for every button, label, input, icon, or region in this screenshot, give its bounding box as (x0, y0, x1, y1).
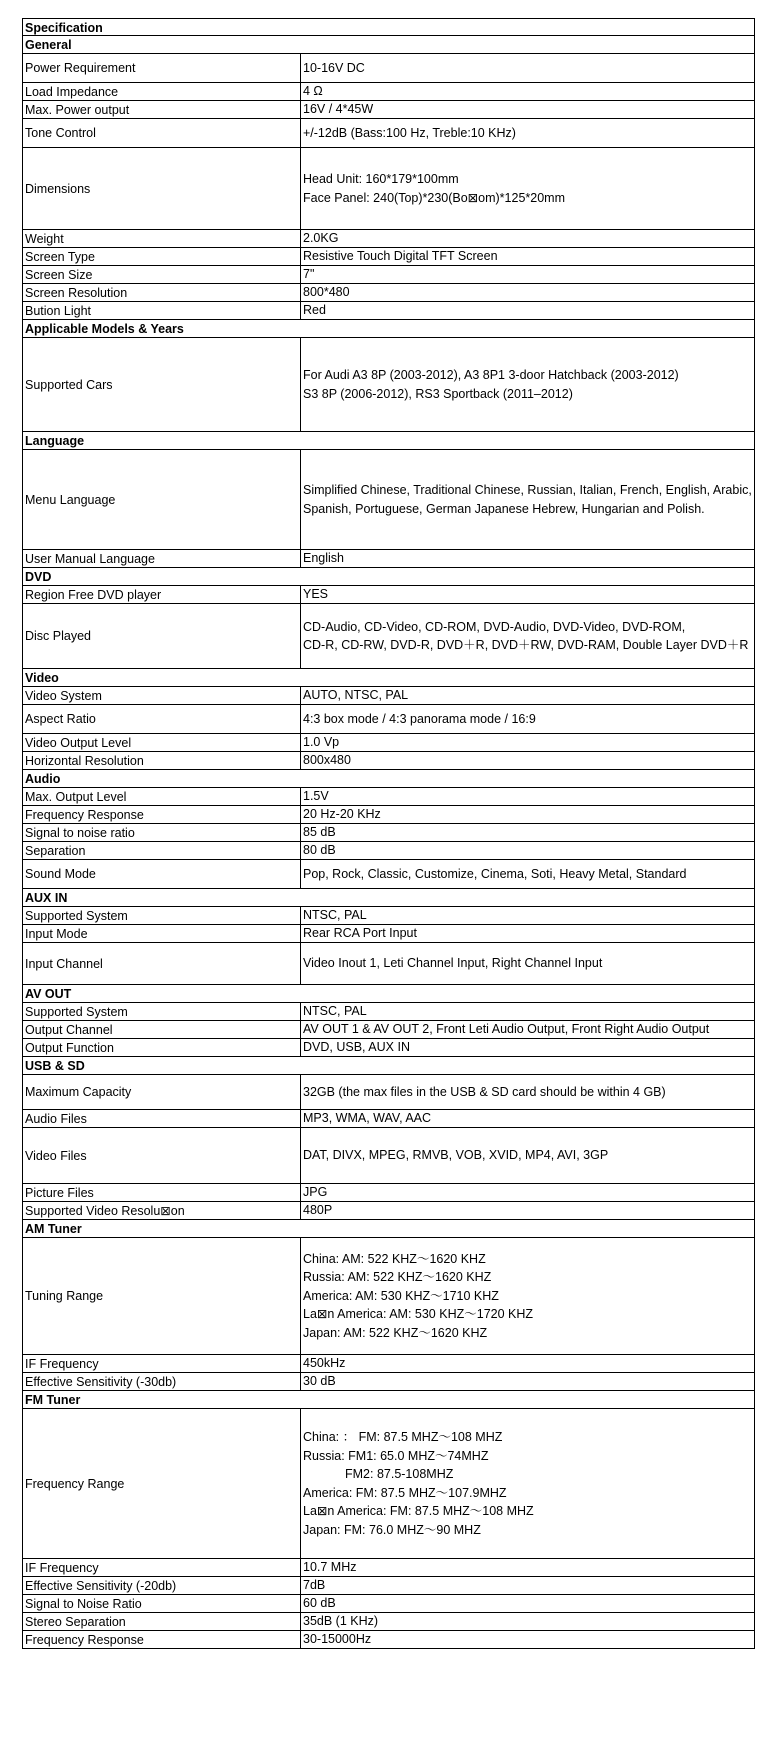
spec-value (301, 83, 754, 100)
spec-row (22, 248, 755, 266)
spec-value (301, 1373, 754, 1390)
spec-label: Effective Sensitivity (-20db) (23, 1577, 301, 1594)
spec-value-line: Russia: FM1: 65.0 MHZ～74MHZ (303, 1448, 489, 1463)
spec-value-line: Head Unit: 160*179*100mm (303, 172, 459, 186)
section-header-row (22, 320, 755, 338)
spec-row (22, 752, 755, 770)
spec-value-line: La⊠n America: AM: 530 KHZ～1720 KHZ (303, 1307, 534, 1322)
spec-label: Tone Control (23, 119, 301, 147)
spec-value-line: Resistive Touch Digital TFT Screen (303, 249, 498, 264)
spec-value-line: Japan: AM: 522 KHZ～1620 KHZ (303, 1325, 488, 1340)
spec-value-line: America: FM: 87.5 MHZ～107.9MHZ (303, 1485, 507, 1500)
spec-row (22, 1184, 755, 1202)
spec-value (301, 1238, 754, 1354)
spec-value (301, 734, 754, 751)
spec-value (301, 54, 754, 82)
spec-value-line: Japan: FM: 76.0 MHZ～90 MHZ (303, 1522, 481, 1537)
spec-value (301, 1595, 754, 1612)
spec-label: Supported Video Resolu⊠on (23, 1202, 301, 1219)
spec-value-line: DAT, DIVX, MPEG, RMVB, VOB, XVID, MP4, AVI, 3GP (303, 1148, 609, 1163)
spec-label: Disc Played (23, 604, 301, 668)
spec-label: Separation (23, 842, 301, 859)
spec-value-line: 2.0KG (303, 231, 339, 246)
spec-value (301, 1577, 754, 1594)
spec-value-line: China: ： FM: 87.5 MHZ～108 MHZ (303, 1430, 503, 1444)
spec-value (301, 586, 754, 603)
spec-row (22, 284, 755, 302)
spec-row (22, 1613, 755, 1631)
spec-value-line: 1.5V (303, 789, 329, 804)
spec-value-line: Red (303, 303, 326, 318)
spec-value (301, 338, 754, 431)
spec-value (301, 1021, 754, 1038)
spec-label: Audio Files (23, 1110, 301, 1127)
spec-row (22, 101, 755, 119)
spec-value-line: 480P (303, 1203, 333, 1218)
spec-value (301, 925, 754, 942)
spec-value-line: Russia: AM: 522 KHZ～1620 KHZ (303, 1270, 492, 1285)
spec-row (22, 705, 755, 734)
spec-value-line: 4:3 box mode / 4:3 panorama mode / 16:9 (303, 711, 536, 726)
spec-row (22, 860, 755, 889)
spec-value (301, 266, 754, 283)
spec-value-line: China: AM: 522 KHZ～1620 KHZ (303, 1251, 486, 1266)
spec-label: Input Mode (23, 925, 301, 942)
spec-value (301, 806, 754, 823)
spec-label: Output Function (23, 1039, 301, 1056)
section-title: Audio (25, 772, 61, 786)
spec-label: Video Output Level (23, 734, 301, 751)
spec-value-line: 4 Ω (303, 84, 323, 99)
spec-value-line: 85 dB (303, 825, 336, 840)
spec-label: Weight (23, 230, 301, 247)
spec-value-line: 7dB (303, 1578, 326, 1593)
spec-value-line: CD-R, CD-RW, DVD-R, DVD＋R, DVD＋RW, DVD-RAM, Double Layer DVD＋R (303, 638, 749, 652)
spec-value-line: AUTO, NTSC, PAL (303, 688, 409, 703)
spec-value-line: CD-Audio, CD-Video, CD-ROM, DVD-Audio, DVD-Video, DVD-ROM, (303, 619, 686, 634)
spec-row (22, 119, 755, 148)
spec-value-line: S3 8P (2006-2012), RS3 Sportback (2011–2012) (303, 386, 573, 401)
spec-value-line: NTSC, PAL (303, 1004, 367, 1019)
spec-label: Horizontal Resolution (23, 752, 301, 769)
spec-label: Picture Files (23, 1184, 301, 1201)
spec-row (22, 1409, 755, 1559)
section-title: AUX IN (25, 891, 68, 905)
section-title: DVD (25, 570, 52, 584)
spec-value-line: Video Inout 1, Leti Channel Input, Right Channel Input (303, 956, 603, 971)
spec-row (22, 450, 755, 550)
spec-value-line: JPG (303, 1185, 328, 1200)
section-header-row (22, 18, 755, 36)
section-title: Language (25, 434, 85, 448)
spec-row (22, 54, 755, 83)
spec-value-line: 450kHz (303, 1356, 346, 1371)
spec-row (22, 148, 755, 230)
spec-value (301, 230, 754, 247)
section-header-row (22, 1057, 755, 1075)
section-header-row (22, 36, 755, 54)
spec-value (301, 1631, 754, 1648)
spec-value-line: YES (303, 587, 329, 602)
spec-value-line: 80 dB (303, 843, 336, 858)
spec-label: Max. Output Level (23, 788, 301, 805)
spec-row (22, 907, 755, 925)
spec-value-line: 7" (303, 267, 315, 282)
spec-label: Video System (23, 687, 301, 704)
spec-label: Frequency Response (23, 806, 301, 823)
spec-value-line: 35dB (1 KHz) (303, 1614, 379, 1629)
spec-value-line: La⊠n America: FM: 87.5 MHZ～108 MHZ (303, 1504, 534, 1518)
spec-label: Screen Type (23, 248, 301, 265)
spec-value (301, 550, 754, 567)
spec-value (301, 943, 754, 984)
section-header-row (22, 669, 755, 687)
spec-value-line: English (303, 551, 344, 566)
spec-row (22, 1075, 755, 1110)
spec-value (301, 860, 754, 888)
section-title: FM Tuner (25, 1393, 81, 1407)
section-title: General (25, 38, 72, 52)
spec-value-line: Face Panel: 240(Top)*230(Bo⊠om)*125*20mm (303, 190, 565, 205)
spec-label: Video Files (23, 1128, 301, 1183)
spec-value-line: AV OUT 1 & AV OUT 2, Front Leti Audio Output, Front Right Audio Output (303, 1022, 710, 1037)
spec-value-line: 1.0 Vp (303, 735, 340, 750)
spec-row (22, 550, 755, 568)
spec-value (301, 842, 754, 859)
spec-row (22, 842, 755, 860)
spec-row (22, 338, 755, 432)
spec-value (301, 788, 754, 805)
spec-value (301, 1110, 754, 1127)
spec-row (22, 806, 755, 824)
spec-label: Screen Size (23, 266, 301, 283)
spec-row (22, 586, 755, 604)
spec-row (22, 604, 755, 669)
section-title: AV OUT (25, 987, 72, 1001)
spec-value (301, 1128, 754, 1183)
spec-row (22, 1595, 755, 1613)
spec-row (22, 1577, 755, 1595)
spec-row (22, 734, 755, 752)
spec-value (301, 824, 754, 841)
spec-value (301, 284, 754, 301)
section-title: USB & SD (25, 1059, 85, 1073)
section-header-row (22, 889, 755, 907)
spec-value-line: Spanish, Portuguese, German Japanese Hebrew, Hungarian and Polish. (303, 501, 705, 516)
spec-value-line: Simplified Chinese, Traditional Chinese, Russian, Italian, French, English, Arabic, (303, 483, 752, 497)
spec-value-line: 60 dB (303, 1596, 336, 1611)
spec-row (22, 230, 755, 248)
spec-row (22, 1559, 755, 1577)
spec-label: User Manual Language (23, 550, 301, 567)
spec-row (22, 687, 755, 705)
spec-row (22, 943, 755, 985)
spec-value (301, 1184, 754, 1201)
spec-row (22, 1110, 755, 1128)
spec-row (22, 1631, 755, 1649)
spec-row (22, 1373, 755, 1391)
section-header-row (22, 432, 755, 450)
spec-value (301, 248, 754, 265)
spec-value-line: 10.7 MHz (303, 1560, 357, 1575)
spec-row (22, 1128, 755, 1184)
section-title: AM Tuner (25, 1222, 82, 1236)
spec-value-line: 16V / 4*45W (303, 102, 374, 117)
spec-value-line: MP3, WMA, WAV, AAC (303, 1111, 432, 1126)
section-header-row (22, 770, 755, 788)
spec-label: Supported System (23, 907, 301, 924)
spec-value (301, 907, 754, 924)
spec-label: Tuning Range (23, 1238, 301, 1354)
spec-value (301, 1075, 754, 1109)
spec-label: Screen Resolution (23, 284, 301, 301)
spec-label: Max. Power output (23, 101, 301, 118)
spec-row (22, 824, 755, 842)
spec-value-line: Pop, Rock, Classic, Customize, Cinema, Soti, Heavy Metal, Standard (303, 866, 687, 881)
spec-value (301, 119, 754, 147)
spec-label: Frequency Range (23, 1409, 301, 1558)
spec-value-line: For Audi A3 8P (2003-2012), A3 8P1 3-door Hatchback (2003-2012) (303, 368, 679, 382)
spec-row (22, 1021, 755, 1039)
spec-row (22, 266, 755, 284)
section-header-row (22, 985, 755, 1003)
section-header-row (22, 568, 755, 586)
spec-row (22, 1039, 755, 1057)
spec-label: Maximum Capacity (23, 1075, 301, 1109)
spec-label: IF Frequency (23, 1355, 301, 1372)
section-header-row (22, 1220, 755, 1238)
spec-label: Dimensions (23, 148, 301, 229)
section-header-row (22, 1391, 755, 1409)
section-title: Applicable Models & Years (25, 322, 184, 336)
spec-value-line: +/-12dB (Bass:100 Hz, Treble:10 KHz) (303, 125, 516, 140)
spec-label: Effective Sensitivity (-30db) (23, 1373, 301, 1390)
spec-value-line: DVD, USB, AUX IN (303, 1040, 410, 1055)
specification-table (22, 18, 755, 1649)
spec-value (301, 604, 754, 668)
spec-value (301, 687, 754, 704)
spec-label: Input Channel (23, 943, 301, 984)
spec-value (301, 752, 754, 769)
spec-value-line: 10-16V DC (303, 60, 365, 75)
spec-label: Supported System (23, 1003, 301, 1020)
spec-row (22, 1355, 755, 1373)
spec-label: Signal to noise ratio (23, 824, 301, 841)
spec-row (22, 83, 755, 101)
spec-value-line: FM2: 87.5-108MHZ (345, 1467, 454, 1481)
spec-value-line: 30-15000Hz (303, 1632, 372, 1647)
spec-row (22, 1202, 755, 1220)
spec-value (301, 705, 754, 733)
spec-value (301, 302, 754, 319)
section-title: Video (25, 671, 59, 685)
spec-label: Sound Mode (23, 860, 301, 888)
spec-value (301, 1559, 754, 1576)
spec-value (301, 1409, 754, 1558)
spec-label: Supported Cars (23, 338, 301, 431)
spec-label: Signal to Noise Ratio (23, 1595, 301, 1612)
spec-label: Power Requirement (23, 54, 301, 82)
spec-value-line: 32GB (the max files in the USB & SD card should be within 4 GB) (303, 1084, 666, 1099)
spec-value (301, 101, 754, 118)
spec-row (22, 925, 755, 943)
spec-label: Stereo Separation (23, 1613, 301, 1630)
spec-label: Load Impedance (23, 83, 301, 100)
spec-label: Frequency Response (23, 1631, 301, 1648)
spec-value-line: 30 dB (303, 1374, 336, 1389)
spec-value (301, 148, 754, 229)
spec-value-line: Rear RCA Port Input (303, 926, 417, 941)
spec-value-line: 800*480 (303, 285, 350, 300)
section-title: Specification (25, 21, 103, 35)
spec-value-line: 800x480 (303, 753, 351, 768)
spec-value-line: NTSC, PAL (303, 908, 367, 923)
spec-value (301, 1003, 754, 1020)
spec-label: Menu Language (23, 450, 301, 549)
spec-row (22, 302, 755, 320)
spec-value (301, 1613, 754, 1630)
spec-value (301, 1039, 754, 1056)
spec-row (22, 1238, 755, 1355)
spec-value (301, 1202, 754, 1219)
spec-row (22, 1003, 755, 1021)
spec-value-line: America: AM: 530 KHZ～1710 KHZ (303, 1288, 499, 1303)
spec-label: Region Free DVD player (23, 586, 301, 603)
spec-label: Bution Light (23, 302, 301, 319)
spec-label: IF Frequency (23, 1559, 301, 1576)
spec-label: Output Channel (23, 1021, 301, 1038)
spec-value (301, 450, 754, 549)
spec-label: Aspect Ratio (23, 705, 301, 733)
spec-row (22, 788, 755, 806)
spec-value (301, 1355, 754, 1372)
spec-value-line: 20 Hz-20 KHz (303, 807, 381, 822)
